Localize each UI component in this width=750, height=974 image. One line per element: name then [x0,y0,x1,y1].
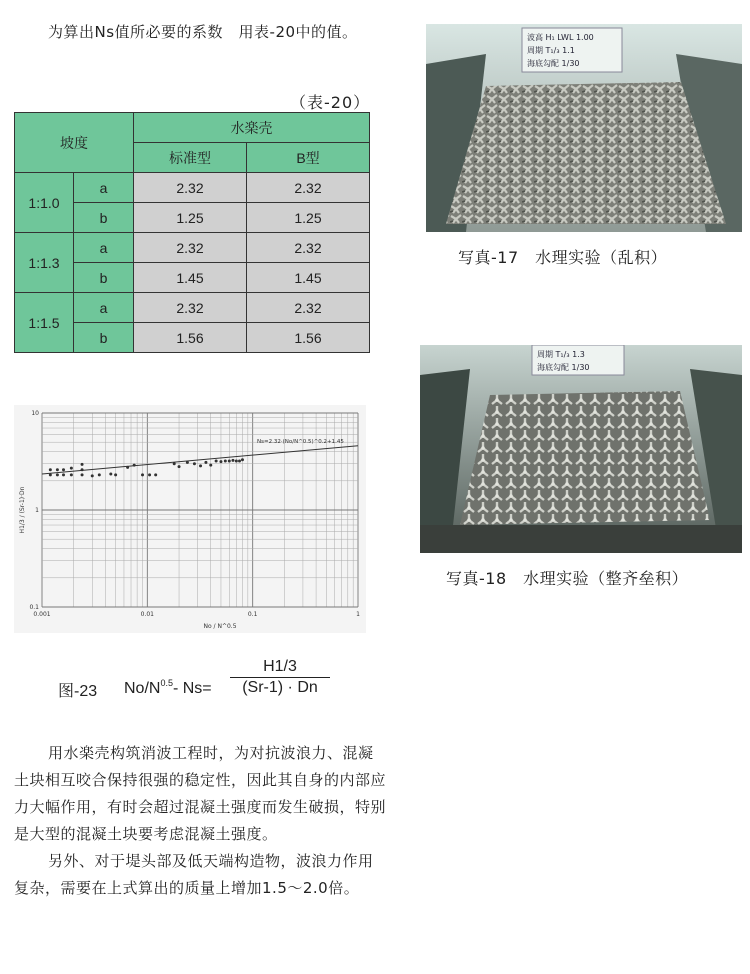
formula-equals: - Ns= [172,680,212,697]
value-cell: 1.45 [247,263,370,293]
formula-fraction [230,658,330,697]
data-point [241,458,244,461]
data-point [56,468,59,471]
data-point [62,468,65,471]
data-point [62,473,65,476]
data-point [199,464,202,467]
armor-blocks [460,391,710,525]
data-point [98,473,101,476]
data-point [141,473,144,476]
experiment-photo-image [426,24,742,232]
data-point [228,460,231,463]
formula-left [124,678,212,698]
slope-cell: 1:1.3 [15,233,74,293]
data-point [109,473,112,476]
data-point [56,473,59,476]
sign-text: 周期 T₁/₃ 1.1 [527,46,575,55]
sign-text: 海底勾配 1/30 [527,59,580,68]
header-slope: 坡度 [15,113,134,173]
coef-label: b [74,203,134,233]
photo-caption: 写真-17 水理实验（乱积） [458,248,668,267]
slope-cell: 1:1.0 [15,173,74,233]
photo-random-placement [426,24,742,232]
slope-cell: 1:1.5 [15,293,74,353]
coef-label: a [74,293,134,323]
experiment-photo-image [420,345,742,553]
data-point [219,460,222,463]
data-point [178,465,181,468]
value-cell: 1.25 [247,203,370,233]
data-point [126,466,129,469]
coef-label: b [74,263,134,293]
data-point [133,464,136,467]
fit-label: Ns=2.32·(No/N^0.5)^0.2+1.45 [257,439,344,446]
data-point [148,473,151,476]
coef-label: b [74,323,134,353]
body-paragraph: 另外、对于堤头部及低天端构造物，波浪力作用复杂，需要在上式算出的质量上增加1.5～2.0倍。 [14,852,374,897]
intro-paragraph: 为算出Ns值所必要的系数 用表-20中的值。 [48,23,358,41]
coef-label: a [74,173,134,203]
data-point [70,467,73,470]
body-text [14,740,386,902]
data-point [114,473,117,476]
y-tick-label: 0.1 [29,604,39,611]
data-point [154,473,157,476]
sign-text: 周期 T₁/₃ 1.3 [537,350,585,359]
data-point [81,473,84,476]
header-block: 水楽壳 [134,113,370,143]
figure-label: 图-23 [58,683,98,700]
formula-numerator: H1/3 [230,658,330,678]
data-point [209,464,212,467]
x-tick-label: 1 [356,611,360,618]
table-row [15,233,370,263]
data-point [173,462,176,465]
data-point [81,463,84,466]
x-tick-label: 0.1 [247,611,258,618]
data-point [91,474,94,477]
chart-svg [14,405,366,633]
value-cell: 2.32 [247,173,370,203]
value-cell: 1.25 [134,203,247,233]
data-point [231,459,234,462]
stability-chart [14,405,366,633]
data-point [49,473,52,476]
data-point [70,473,73,476]
x-axis-label: No / N^0.5 [203,623,237,630]
data-point [193,462,196,465]
value-cell: 2.32 [134,173,247,203]
value-cell: 1.56 [134,323,247,353]
value-cell: 2.32 [247,293,370,323]
table-label: （表-20） [290,93,371,112]
photo-caption: 写真-18 水理实验（整齐垒积） [446,569,689,588]
header-standard: 标准型 [134,143,247,173]
x-tick-label: 0.01 [140,611,155,618]
y-tick-label: 1 [35,507,39,514]
value-cell: 1.56 [247,323,370,353]
data-point [224,460,227,463]
formula-denominator: (Sr-1) · Dn [242,679,318,696]
data-point [238,460,241,463]
y-axis-label: H1/3 / (Sr-1)·Dn [19,486,26,534]
coefficient-table [14,112,370,353]
data-point [235,460,238,463]
table-row [15,173,370,203]
coef-label: a [74,233,134,263]
data-point [81,468,84,471]
armor-blocks [446,82,726,224]
header-b-type: B型 [247,143,370,173]
value-cell: 1.45 [134,263,247,293]
photo-regular-placement [420,345,742,553]
sign-text: 海底勾配 1/30 [537,363,590,372]
value-cell: 2.32 [134,293,247,323]
formula-exponent: 0.5 [160,678,173,688]
value-cell: 2.32 [134,233,247,263]
formula-ratio: No/N [124,680,161,697]
data-point [204,461,207,464]
body-paragraph: 用水楽壳构筑消波工程时，为对抗波浪力、混凝土块相互咬合保持很强的稳定性，因此其自身的内部应力大幅作用，有时会超过混凝土强度而发生破损，特别是大型的混凝土块要考虑混凝土强度。 [14,744,387,843]
sign-text: 波高 H₁ LWL 1.00 [527,33,594,42]
table-row [15,293,370,323]
y-tick-label: 10 [31,410,39,417]
x-tick-label: 0.001 [33,611,51,618]
tank-floor [420,525,742,553]
value-cell: 2.32 [247,233,370,263]
data-point [186,461,189,464]
data-point [49,468,52,471]
data-point [215,460,218,463]
